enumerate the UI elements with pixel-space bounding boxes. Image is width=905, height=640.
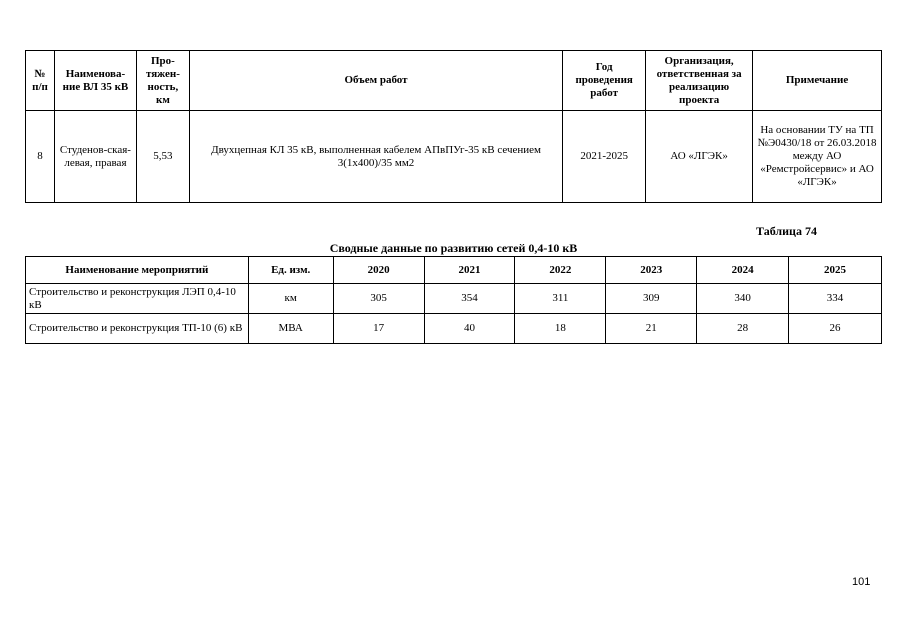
table-row xyxy=(26,111,882,203)
cell-measure: Строительство и реконструкция ТП-10 (6) кВ xyxy=(26,314,249,344)
cell-value: 340 xyxy=(697,284,789,314)
table-row xyxy=(26,314,882,344)
header-measure: Наименование мероприятий xyxy=(26,257,249,284)
header-unit: Ед. изм. xyxy=(248,257,333,284)
table-row xyxy=(26,284,882,314)
header-line-name: Наименова-ние ВЛ 35 кВ xyxy=(54,51,136,111)
cell-value: 26 xyxy=(789,314,882,344)
header-year-2025: 2025 xyxy=(789,257,882,284)
header-length: Про-тяжен-ность, км xyxy=(136,51,189,111)
header-year-2021: 2021 xyxy=(424,257,515,284)
header-year-2020: 2020 xyxy=(333,257,424,284)
cell-value: 334 xyxy=(789,284,882,314)
cell-line-name: Студенов-ская-левая, правая xyxy=(54,111,136,203)
works-table xyxy=(25,50,882,203)
cell-value: 17 xyxy=(333,314,424,344)
cell-work-scope: Двухцепная КЛ 35 кВ, выполненная кабелем АПвПУг-35 кВ сечением 3(1х400)/35 мм2 xyxy=(189,111,562,203)
header-num: № п/п xyxy=(26,51,55,111)
header-work-scope: Объем работ xyxy=(189,51,562,111)
cell-value: 21 xyxy=(606,314,697,344)
cell-measure: Строительство и реконструкция ЛЭП 0,4-10 кВ xyxy=(26,284,249,314)
cell-value: 305 xyxy=(333,284,424,314)
header-year-2022: 2022 xyxy=(515,257,606,284)
cell-note: На основании ТУ на ТП №Э0430/18 от 26.03.2018 между АО «Ремстройсервис» и АО «ЛГЭК» xyxy=(753,111,882,203)
cell-unit: МВА xyxy=(248,314,333,344)
works-table-header xyxy=(26,51,882,111)
cell-num: 8 xyxy=(26,111,55,203)
header-year-2024: 2024 xyxy=(697,257,789,284)
page-number: 101 xyxy=(852,576,871,588)
cell-value: 311 xyxy=(515,284,606,314)
table-title: Сводные данные по развитию сетей 0,4-10 кВ xyxy=(329,241,578,255)
header-year-2023: 2023 xyxy=(606,257,697,284)
cell-length: 5,53 xyxy=(136,111,189,203)
header-organization: Организация, ответственная за реализацию проекта xyxy=(646,51,753,111)
cell-unit: км xyxy=(248,284,333,314)
cell-value: 309 xyxy=(606,284,697,314)
cell-value: 18 xyxy=(515,314,606,344)
cell-value: 28 xyxy=(697,314,789,344)
summary-table-header xyxy=(26,257,882,284)
header-years: Год проведения работ xyxy=(563,51,646,111)
cell-years: 2021-2025 xyxy=(563,111,646,203)
summary-table xyxy=(25,256,882,344)
table-number: Таблица 74 xyxy=(756,224,817,238)
cell-value: 40 xyxy=(424,314,515,344)
cell-organization: АО «ЛГЭК» xyxy=(646,111,753,203)
cell-value: 354 xyxy=(424,284,515,314)
header-note: Примечание xyxy=(753,51,882,111)
